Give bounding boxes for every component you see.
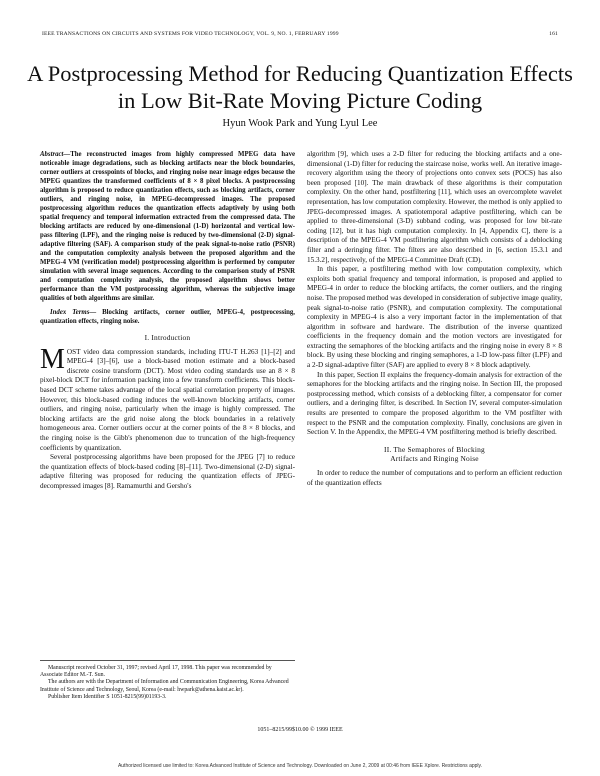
footnote	[40, 660, 295, 701]
body-paragraph: In this paper, a postfiltering method with low computation complexity, which exploits both spatial frequency and temporal information, is proposed and applied to MPEG-4 in order to reduce the blocking artifacts, the corner outliers, and the ringing noise. The proposed method was developed in consideration of subjective image quality, peak signal-to-noise ratio (PSNR), and computation complexity. The computational complexity in MPEG-4 is also a very important factor in the implementation of that algorithm in software and hardware. The distribution of the inverse quantized coefficients in the frequency domain and the motion vectors are investigated for extracting the semaphores of the blocking artifacts and the ringing noise in every 8 × 8 block. By using these blocking and ringing semaphores, a 1-D low-pass filter (LPF) and a 2-D signal-adaptive filter (SAF) are applied to every 8 × 8 block adaptively.	[307, 265, 562, 370]
right-column	[307, 150, 562, 488]
body-paragraph: algorithm [9], which uses a 2-D filter for reducing the blocking artifacts and a one-dimensional (1-D) filter for reducing the staircase noise, works well. An iterative image-recovery algorithm using the theory of projections onto convex sets (POCS) has also been proposed [10]. The main drawback of these algorithms is their computation complexity. On the other hand, postfiltering [11], which uses an overcomplete wavelet representation, has low computation complexity. However, the method is only applied to JPEG-decompressed images. A spatiotemporal adaptive postfiltering, which can be applied to three-dimensional (3-D) subband coding, was proposed for low bit-rate coding [12], but it has high computation complexity. In [4, Appendix C], there is a description of the MPEG-4 VM postfiltering algorithm which consists of a deblocking filter and a deringing filter. The filters are also described in [6, section 15.3.1 and 15.3.2], respectively, of the MPEG-4 Committee Draft (CD).	[307, 150, 562, 264]
authors: Hyun Wook Park and Yung Lyul Lee	[222, 118, 378, 129]
footnote-line: Publisher Item Identifier S 1051-8215(99)01193-3.	[48, 693, 167, 700]
abstract-label: Abstract—	[40, 151, 71, 158]
section-heading-semaphores: II. The Semaphores of Blocking Artifacts and Ringing Noise	[384, 444, 485, 464]
license-notice: Authorized licensed use limited to: Korea Advanced Institute of Science and Technology. Downloaded on June 2, 2009 at 00:46 from IEEE Xplore. Restrictions apply.	[117, 763, 483, 769]
running-header	[42, 31, 558, 37]
page-number: 161	[549, 31, 558, 37]
index-terms-text: Blocking artifacts, corner outlier, MPEG-4, postprocessing, quantization effects, ringing noise.	[40, 309, 296, 325]
index-terms	[40, 308, 295, 326]
paper-title: A Postprocessing Method for Reducing Quantization Effects in Low Bit-Rate Moving Picture Coding	[27, 61, 573, 113]
copyright-footer: 1051–8215/99$10.00 © 1999 IEEE	[257, 727, 343, 733]
body-paragraph: In this paper, Section II explains the frequency-domain analysis for extraction of the semaphores for the blocking artifacts and the ringing noise. In Section III, the proposed postprocessing method, which consists of a deblocking filter, a compensator for corner outliers, and a deringing filter, is described. In Section IV, several computer-simulation results are presented to compare the proposed algorithm to the VM postfilter with respect to the PSNR and the computation complexity. Finally, conclusions are given in Section V. In the Appendix, the MPEG-4 VM postfiltering method is briefly described.	[307, 370, 562, 437]
journal-name: IEEE TRANSACTIONS ON CIRCUITS AND SYSTEMS FOR VIDEO TECHNOLOGY, VOL. 9, NO. 1, FEBRUARY 1999	[42, 31, 339, 37]
drop-cap: M	[40, 343, 65, 375]
intro-paragraph-2: Several postprocessing algorithms have been proposed for the JPEG [7] to reduce the quantization effects of block-based coding [8]–[11]. Two-dimensional (2-D) signal-adaptive filtering was proposed for reducing the quantization effects of JPEG-decompressed images [8]. Ramamurthi and Gersho's	[40, 453, 295, 490]
body-paragraph: In order to reduce the number of computations and to perform an efficient reduction of the quantization effects	[307, 469, 562, 487]
abstract-text: The reconstructed images from highly compressed MPEG data have noticeable image degradations, such as blocking artifacts near the block boundaries, corner outliers at crosspoints of blocks, and ringing noise near image edges because the MPEG quantizes the transformed coefficients of 8 × 8 pixel blocks. A postprocessing algorithm is proposed to reduce quantization effects, such as blocking artifacts, corner outliers, and ringing noise, in MPEG-decompressed images. The proposed postprocessing algorithm reduces the quantization effects adaptively by using both spatial frequency and temporal information extracted from the compressed data. The blocking artifacts are reduced by one-dimensional (1-D) horizontal and vertical low-pass filtering (LPF), and the ringing noise is reduced by two-dimensional (2-D) signal-adaptive filtering (SAF). A comparison study of the peak signal-to-noise ratio (PSNR) and the computation complexity analysis between the proposed algorithm and the MPEG-4 VM (verification model) postprocessing algorithm is performed by computer simulation with several image sequences. According to the comparison study of PSNR and computation complexity analysis, the proposed algorithm shows better performance than the VM postprocessing algorithm, whereas the subjective image qualities of both algorithms are similar.	[40, 151, 295, 302]
footnote-line: Manuscript received October 31, 1997; revised April 17, 1998. This paper was recommended by Associate Editor M.-T. Sun.	[40, 665, 272, 679]
intro-paragraph-1: MOST video data compression standards, including ITU-T H.263 [1]–[2] and MPEG-4 [3]–[6], use a block-based motion estimate and a block-based discrete cosine transform (DCT). Most video coding standards use an 8 × 8 pixel-block DCT for information packing into a few transform coefficients. This block-based DCT scheme takes advantage of the local spatial correlation property of images. However, this block-based coding induces the well-known blocking artifacts, corner outliers, and ringing noise, particularly when the image is highly compressed. The blocking artifacts are the grid noise along the block boundaries in a relatively homogeneous area. Corner outliers occur at the corner points of the 8 × 8 blocks, and the ringing noise is the Gibb's phenomenon due to truncation of the high-frequency coefficients by quantization.	[40, 343, 295, 452]
footnote-line: The authors are with the Department of Information and Communication Engineering, Korea Advanced Institute of Science and Technology, Seoul, Korea (e-mail: hwpark@athena.kaist.ac.kr).	[40, 679, 289, 693]
section-heading-introduction: I. Introduction	[144, 333, 191, 342]
left-column	[40, 150, 295, 492]
index-terms-label: Index Terms—	[50, 309, 97, 316]
abstract	[40, 150, 295, 303]
